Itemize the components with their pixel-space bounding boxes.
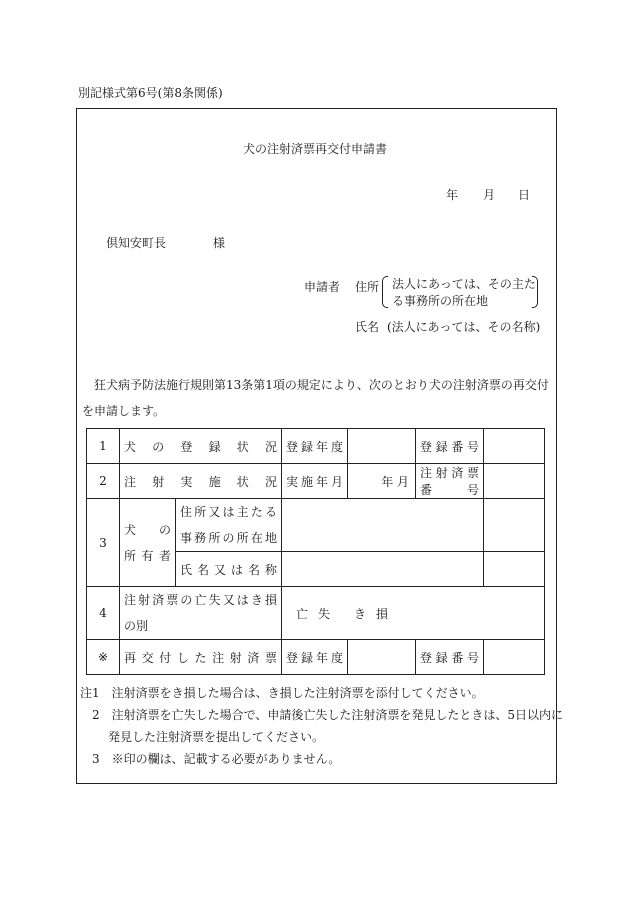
owner-label-line1: 犬の: [124, 522, 171, 537]
registration-number-cell[interactable]: [484, 429, 545, 464]
owner-address-label-line1: 住所又は主たる: [180, 505, 278, 519]
form-title: 犬の注射済票再交付申請書: [242, 142, 387, 156]
registration-status-label: 犬の登録状況: [120, 429, 282, 464]
owner-address-label-line2: 事務所の所在地: [180, 531, 278, 545]
notes: [80, 682, 564, 770]
note-1: 注1 注射済票をき損した場合は、き損した注射済票を添付してください。: [80, 686, 484, 700]
option-damaged[interactable]: き損: [354, 606, 399, 621]
address-label: 住所: [355, 280, 380, 294]
registration-year-label: 登録年度: [282, 429, 348, 464]
addressee-honorific: 様: [213, 236, 226, 250]
registration-number-label: 登録番号: [416, 429, 484, 464]
row-mark: ※: [87, 640, 120, 675]
injection-status-label: 注射実施状況: [120, 464, 282, 499]
tag-number-label-line2: 番号: [420, 483, 480, 497]
name-label: 氏名: [355, 320, 380, 334]
reissued-number-cell[interactable]: [484, 640, 545, 675]
row-number: 3: [87, 499, 120, 587]
reissued-year-label: 登録年度: [282, 640, 348, 675]
injection-date-cell[interactable]: 年 月: [348, 464, 416, 499]
name-note: (法人にあっては、その名称): [387, 320, 541, 334]
tag-number-label: [416, 464, 484, 499]
application-table: [86, 428, 545, 675]
owner-name-extra-cell[interactable]: [484, 552, 545, 587]
applicant-label: 申請者: [304, 280, 341, 294]
loss-damage-options[interactable]: [282, 587, 545, 640]
loss-damage-label-line1: 注射済票の亡失又はき損: [124, 593, 278, 607]
injection-date-label: 実施年月: [282, 464, 348, 499]
tag-number-cell[interactable]: [484, 464, 545, 499]
registration-year-cell[interactable]: [348, 429, 416, 464]
tag-number-label-line1: 注射済票: [420, 466, 480, 480]
note-2-continued: 発見した注射済票を提出してください。: [108, 730, 325, 744]
loss-damage-label-line2: の別: [124, 619, 149, 633]
owner-address-label: [176, 499, 282, 552]
date-day-label: 日: [518, 188, 531, 202]
owner-address-extra-cell[interactable]: [484, 499, 545, 552]
owner-label: [120, 499, 176, 587]
row-number: 4: [87, 587, 120, 640]
table-row: [87, 499, 545, 552]
reissued-tag-label: 再交付した注射済票: [120, 640, 282, 675]
owner-name-cell[interactable]: [282, 552, 484, 587]
table-row: [87, 587, 545, 640]
note-3: 3 ※印の欄は、記載する必要がありません。: [92, 752, 341, 766]
table-row: [87, 429, 545, 464]
body-text: 狂犬病予防法施行規則第13条第1項の規定により、次のとおり犬の注射済票の再交付を申請します。: [82, 378, 549, 418]
form-number-label: 別記様式第6号(第8条関係): [78, 86, 223, 100]
note-2: 2 注射済票を亡失した場合で、申請後亡失した注射済票を発見したときは、5日以内に: [92, 708, 564, 722]
table-row: [87, 640, 545, 675]
owner-label-line2: 所有者: [124, 548, 171, 563]
reissued-year-cell[interactable]: [348, 640, 416, 675]
date-year-label: 年: [446, 188, 459, 202]
table-row: [87, 464, 545, 499]
loss-damage-label: [120, 587, 282, 640]
row-number: 1: [87, 429, 120, 464]
row-number: 2: [87, 464, 120, 499]
option-lost[interactable]: 亡失: [296, 606, 341, 621]
owner-address-cell[interactable]: [282, 499, 484, 552]
owner-name-label: 氏名又は名称: [176, 552, 282, 587]
date-month-label: 月: [483, 188, 496, 202]
address-note: 法人にあっては、その主たる事務所の所在地: [392, 277, 536, 308]
addressee-name: 倶知安町長: [106, 236, 167, 250]
reissued-number-label: 登録番号: [416, 640, 484, 675]
